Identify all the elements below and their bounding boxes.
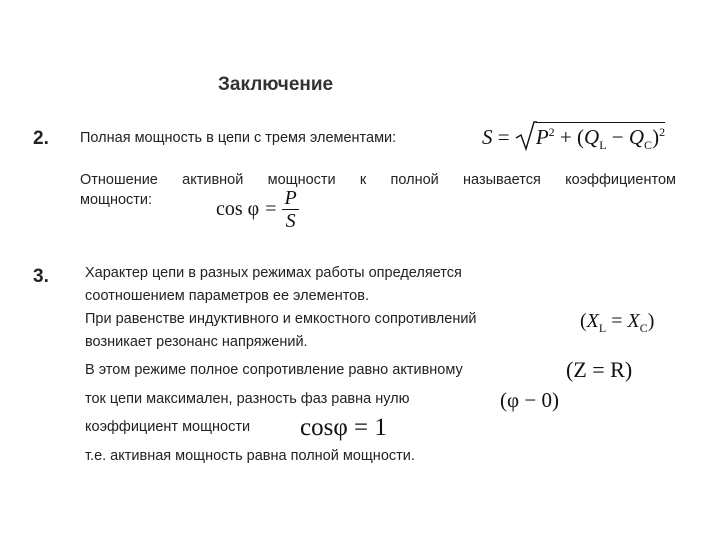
power-formula-open: ( (577, 125, 585, 149)
resonance-close: ) (647, 310, 655, 332)
section3-line7: коэффициент мощности (85, 419, 251, 435)
power-formula-sq2: 2 (659, 125, 666, 139)
pf-formula-lhs: cos φ (216, 198, 260, 220)
pf-text-line1: Отношение активной мощности к полной называется коэффициентом (80, 172, 676, 188)
power-formula (482, 120, 665, 153)
resonance-xc-sub: C (639, 321, 648, 335)
power-formula-sq1: 2 (548, 125, 555, 139)
resonance-xl-sub: L (598, 321, 607, 335)
power-formula-minus: − (611, 125, 624, 149)
pf-formula-numerator: P (284, 187, 297, 209)
power-formula-qc-sub: C (644, 138, 653, 153)
power-formula-p: P (535, 125, 549, 149)
section3-line5: В этом режиме полное сопротивление равно активному (85, 362, 463, 378)
power-text: Полная мощность в цепи с тремя элементами: (80, 130, 397, 146)
section3-line1: Характер цепи в разных режимах работы определяется (85, 265, 462, 281)
resonance-open: ( (580, 310, 587, 332)
power-formula-ql: Q (584, 125, 600, 149)
sqrt-content (535, 122, 666, 153)
impedance-formula: (Z = R) (566, 357, 633, 382)
cos-formula: cosφ = 1 (300, 414, 387, 441)
resonance-xl: X (586, 310, 599, 332)
power-formula-close: ) (652, 125, 660, 149)
section3-line4: возникает резонанс напряжений. (85, 334, 308, 350)
resonance-formula (580, 310, 654, 336)
section3-line2: соотношением параметров ее элементов. (85, 288, 369, 304)
pf-text-line2: мощности: (80, 192, 153, 208)
section3-line6: ток цепи максимален, разность фаз равна нулю (85, 391, 410, 407)
resonance-xc: X (627, 310, 640, 332)
pf-formula-denominator: S (285, 210, 296, 232)
resonance-eq: = (611, 310, 623, 332)
power-formula-plus: + (559, 125, 572, 149)
power-formula-ql-sub: L (599, 138, 607, 153)
power-formula-qc: Q (628, 125, 645, 149)
power-formula-s: S (482, 125, 493, 149)
pf-formula (216, 187, 299, 232)
section3-line3: При равенстве индуктивного и емкостного сопротивлений (85, 311, 477, 327)
power-formula-eq: = (497, 125, 510, 149)
section-number-2: 2. (33, 128, 49, 149)
page-title: Заключение (218, 74, 334, 95)
pf-formula-fraction (282, 187, 298, 232)
section-number-3: 3. (33, 266, 49, 287)
pf-formula-eq: = (265, 198, 277, 220)
sqrt-sign-icon (515, 120, 537, 152)
section3-line8: т.е. активная мощность равна полной мощности. (85, 448, 415, 464)
phase-formula: (φ − 0) (500, 388, 559, 412)
